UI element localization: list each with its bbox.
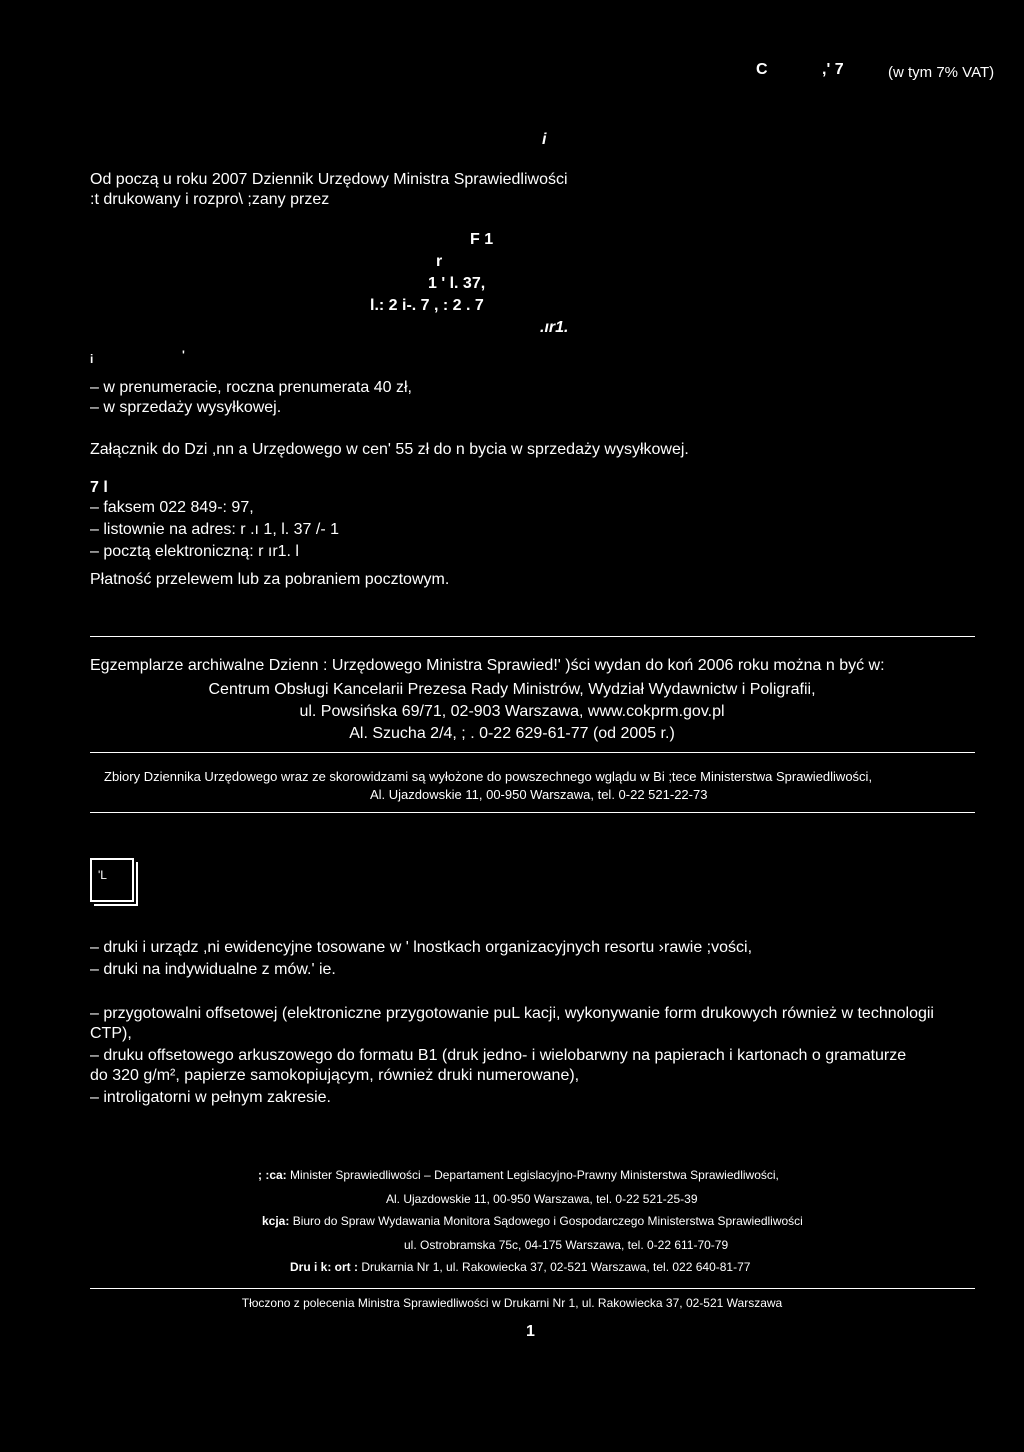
- offset-item-1: – przygotowalni offsetowej (elektroniczne przygotowanie puL kacji, wykonywanie form drukowych również w technologii: [90, 1005, 934, 1022]
- marker-quote: ': [182, 348, 185, 362]
- address-line-3: 1 ' l. 37,: [428, 275, 486, 292]
- publisher-text: Minister Sprawiedliwości – Departament Legislacyjno-Prawny Ministerstwa Sprawiedliwości,: [290, 1168, 779, 1182]
- payment-text: Płatność przelewem lub za pobraniem pocztowym.: [90, 571, 450, 588]
- offset-item-2-cont: do 320 g/m², papierze samokopiującym, również druki numerowane),: [90, 1067, 580, 1084]
- printed-note: Tłoczono z polecenia Ministra Sprawiedliwości w Drukarni Nr 1, ul. Rakowiecka 37, 02-521 Warszawa: [241, 1296, 783, 1310]
- archive-line-3: ul. Powsińska 69/71, 02-903 Warszawa, www.cokprm.gov.pl: [299, 703, 725, 720]
- divider-3: [90, 812, 975, 813]
- offset-item-2: – druku offsetowego arkuszowego do formatu B1 (druk jedno- i wielobarwny na papierach i kartonach o gramaturze: [90, 1047, 907, 1064]
- print-item-1: – druki i urządz ,ni ewidencyjne tosowane w ' lnostkach organizacyjnych resortu ›rawie ;vości,: [90, 939, 753, 956]
- publisher-label: ; :ca:: [258, 1168, 287, 1182]
- printing-house-logo: [90, 858, 134, 902]
- divider-4: [90, 1288, 975, 1289]
- publisher-address: Al. Ujazdowskie 11, 00-950 Warszawa, tel. 0-22 521-25-39: [386, 1192, 698, 1206]
- offset-item-1-cont: CTP),: [90, 1025, 132, 1042]
- collections-line-2: Al. Ujazdowskie 11, 00-950 Warszawa, tel. 0-22 521-22-73: [370, 787, 708, 802]
- divider-1: [90, 636, 975, 637]
- editor-label: kcja:: [262, 1214, 290, 1228]
- subscription-item-2: – w sprzedaży wysyłkowej.: [90, 399, 282, 416]
- archive-line-4: Al. Szucha 2/4, ; . 0-22 629-61-77 (od 2005 r.): [349, 725, 675, 742]
- price-value: ,' 7: [822, 61, 844, 78]
- print-item-2: – druki na indywidualne z mów.' ie.: [90, 961, 336, 978]
- intro-line-1: Od począ u roku 2007 Dziennik Urzędowy Ministra Sprawiedliwości: [90, 171, 568, 188]
- intro-line-2: :t drukowany i rozpro\ ;zany przez: [90, 191, 330, 208]
- address-line-5: .ır1.: [540, 319, 569, 336]
- address-line-1: F 1: [470, 231, 494, 248]
- page-number: 1: [526, 1323, 535, 1340]
- order-mail: – listownie na adres: r .ı 1, l. 37 /- 1: [90, 521, 340, 538]
- order-email: – pocztą elektroniczną: r ır1. l: [90, 543, 299, 560]
- order-fax: – faksem 022 849-: 97,: [90, 499, 254, 516]
- mark: i: [542, 131, 547, 148]
- printer-text: Drukarnia Nr 1, ul. Rakowiecka 37, 02-521 Warszawa, tel. 022 640-81-77: [361, 1260, 751, 1274]
- price-label: C: [756, 61, 768, 78]
- collections-line-1: Zbiory Dziennika Urzędowego wraz ze skorowidzami są wyłożone do powszechnego wglądu w Bi ;tece Ministerstwa Sprawiedliwości,: [104, 769, 873, 784]
- archive-line-2: Centrum Obsługi Kancelarii Prezesa Rady Ministrów, Wydział Wydawnictw i Poligrafii,: [208, 681, 816, 698]
- offset-item-3: – introligatorni w pełnym zakresie.: [90, 1089, 331, 1106]
- attachment-text: Załącznik do Dzi ,nn a Urzędowego w cen' 55 zł do n bycia w sprzedaży wysyłkowej.: [90, 441, 689, 458]
- address-line-4: l.: 2 i-. 7 , : 2 . 7: [370, 297, 484, 314]
- logo-text: 'L: [98, 868, 107, 882]
- order-heading: 7 l: [90, 479, 108, 496]
- marker-i: i: [90, 352, 94, 366]
- editor-text: Biuro do Spraw Wydawania Monitora Sądowego i Gospodarczego Ministerstwa Sprawiedliwości: [292, 1214, 803, 1228]
- subscription-item-1: – w prenumeracie, roczna prenumerata 40 zł,: [90, 379, 412, 396]
- vat-note: (w tym 7% VAT): [888, 64, 995, 81]
- editor-address: ul. Ostrobramska 75c, 04-175 Warszawa, tel. 0-22 611-70-79: [404, 1238, 729, 1252]
- archive-line-1: Egzemplarze archiwalne Dzienn : Urzędowego Ministra Sprawied!' )ści wydan do koń 2006 roku można n być w:: [90, 657, 885, 674]
- divider-2: [90, 752, 975, 753]
- address-line-2: r: [436, 253, 443, 270]
- printer-label: Dru i k: ort :: [290, 1260, 358, 1274]
